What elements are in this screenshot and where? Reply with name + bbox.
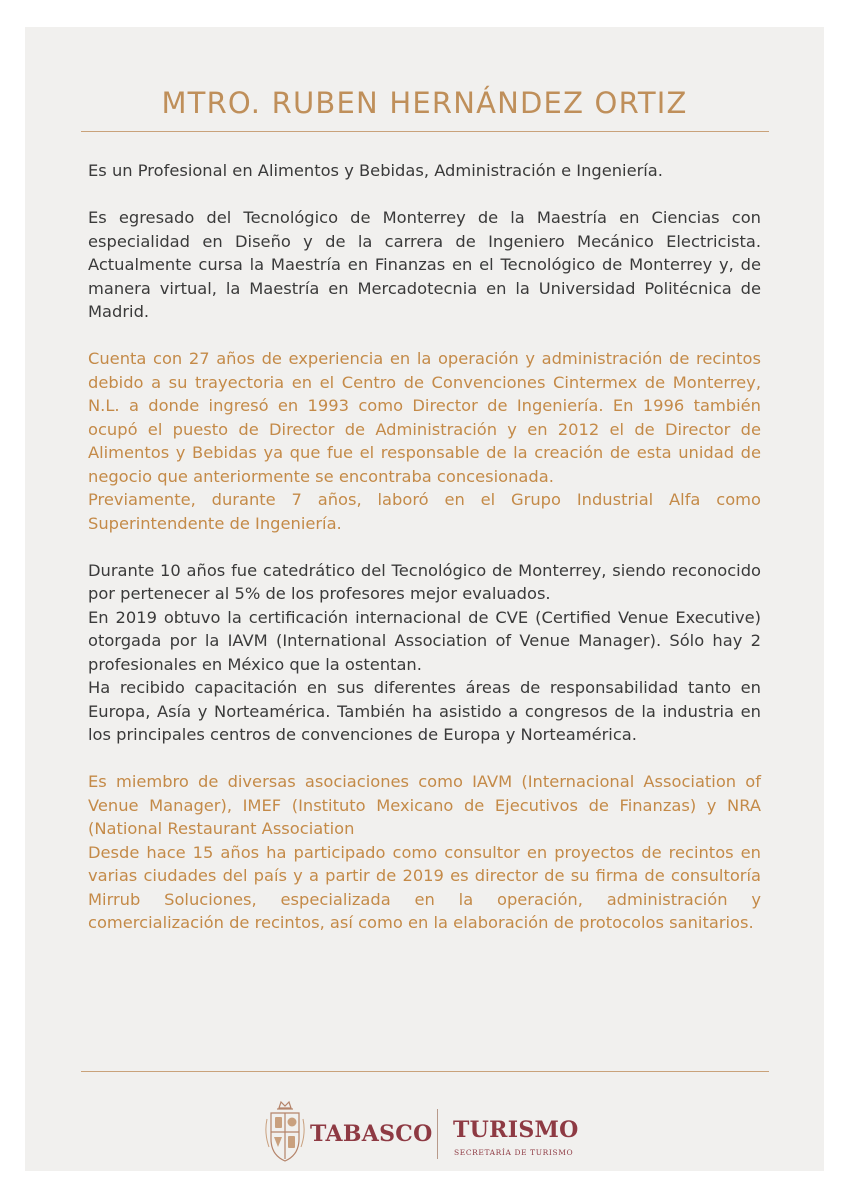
title-divider	[81, 131, 769, 132]
paragraph-education: Es egresado del Tecnológico de Monterrey de la Maestría en Ciencias con especialidad en Diseño y de la carrera de Ingeniero Mecánico Electricista. Actualmente cursa la Maestría en Finanzas en el Tecnológico de Monterrey y, de manera virtual, la Maestría en Mercadotecnia en la Universidad Politécnica de Madrid.	[88, 208, 761, 321]
paragraph-intro: Es un Profesional en Alimentos y Bebidas, Administración e Ingeniería.	[88, 161, 663, 180]
tabasco-brand: TABASCO	[310, 1121, 433, 1147]
document-panel	[25, 27, 824, 1171]
paragraph-associations: Es miembro de diversas asociaciones como IAVM (Internacional Association of Venue Manager), IMEF (Instituto Mexicano de Ejecutivos de Finanzas) y NRA (National Restaurant Association	[88, 772, 761, 838]
paragraph-certification: En 2019 obtuvo la certificación internacional de CVE (Certified Venue Executive) otorgada por la IAVM (International Association of Venue Manager). Sólo hay 2 profesionales en México que la ostentan.	[88, 607, 761, 674]
paragraph-consulting: Desde hace 15 años ha participado como consultor en proyectos de recintos en varias ciudades del país y a partir de 2019 es director de su firma de consultoría Mirrub Soluciones, especializada en la operación, administración y comercialización de recintos, así como en la elaboración de protocolos sanitarios.	[88, 842, 761, 932]
paragraph-teaching: Durante 10 años fue catedrático del Tecnológico de Monterrey, siendo reconocido por pertenecer al 5% de los profesores mejor evaluados.	[88, 560, 761, 603]
turismo-brand: TURISMO	[453, 1117, 579, 1143]
tabasco-coat-of-arms-icon	[263, 1099, 307, 1165]
footer-logos	[25, 1095, 824, 1175]
footer-divider	[81, 1071, 769, 1072]
logo-divider	[437, 1109, 438, 1159]
biography-body	[88, 159, 761, 935]
secretaria-subtitle: SECRETARÍA DE TURISMO	[454, 1148, 574, 1157]
paragraph-experience: Cuenta con 27 años de experiencia en la operación y administración de recintos debido a su trayectoria en el Centro de Convenciones Cintermex de Monterrey, N.L. a donde ingresó en 1993 como Director de Ingeniería. En 1996 también ocupó el puesto de Director de Administración y en 2012 el de Director de Alimentos y Bebidas ya que fue el responsable de la creación de esta unidad de negocio que anteriormente se encontraba concesionada.	[88, 349, 761, 486]
page-title: MTRO. RUBEN HERNÁNDEZ ORTIZ	[161, 86, 688, 120]
paragraph-training: Ha recibido capacitación en sus diferentes áreas de responsabilidad tanto en Europa, Asía y Norteamérica. También ha asistido a congresos de la industria en los principales centros de convenciones de Europa y Norteamérica.	[88, 678, 761, 744]
paragraph-previous-role: Previamente, durante 7 años, laboró en el Grupo Industrial Alfa como Superintendente de Ingeniería.	[88, 490, 761, 533]
